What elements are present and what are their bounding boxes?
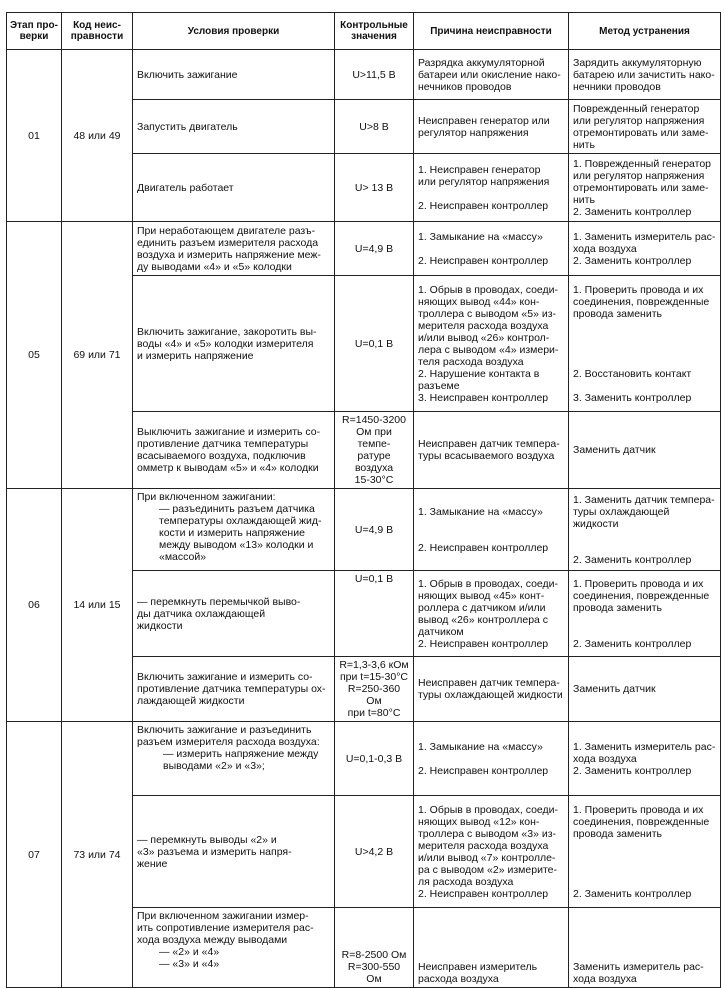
stage-cell: 06: [7, 489, 62, 722]
method-cell: Поврежденный генератор или регулятор напряжения отремонтировать или заме- нить: [569, 100, 721, 154]
cause-cell: 1. Неисправен генератор или регулятор напряжения 2. Неисправен контроллер: [414, 154, 569, 222]
condition-cell: При неработающем двигателе разъ- единить разъем измерителя расхода воздуха и измерить напряжение меж- ду выводами «4» и «5» колодки: [133, 222, 335, 276]
condition-cell: Выключить зажигание и измерить со- противление датчика температуры всасываемого воздуха, подключив омметр к выводам «5» и «4» колодки: [133, 412, 335, 489]
code-cell: 73 или 74: [62, 722, 133, 988]
method-cell: Заменить измеритель рас- хода воздуха: [569, 908, 721, 988]
cause-cell: 1. Обрыв в проводах, соеди- няющих вывод «45» конт- роллера с датчиком и/или вывод «26» контроллера с датчиком 2. Неисправен контроллер: [414, 571, 569, 657]
condition-subitem: — измерить напряжение между выводами «2» и «3»;: [163, 748, 319, 772]
value-cell: U=0,1 В: [335, 276, 414, 412]
condition-cell: [133, 908, 335, 988]
cause-cell: 1. Обрыв в проводах, соеди- няющих вывод «44» кон- троллера с выводом «5» из- мерителя расхода воздуха и/или вывод «26» контрол- лера с выводом «4» измери- теля расхода воздуха 2. Нарушение контакта в разъеме 3. Неисправен контроллер: [414, 276, 569, 412]
value-line: R=8-2500 Ом: [341, 949, 407, 961]
stage-cell: 07: [7, 722, 62, 988]
method-cell: 1. Заменить измеритель рас- хода воздуха 2. Заменить контроллер: [569, 222, 721, 276]
header-stage: Этап про- верки: [7, 13, 62, 50]
value-cell: U=4,9 В: [335, 489, 414, 571]
value-cell: U=4,9 В: [335, 222, 414, 276]
code-cell: 48 или 49: [62, 50, 133, 222]
value-line: R=300-550 Ом: [347, 961, 401, 985]
condition-cell: [133, 722, 335, 796]
condition-subitem: — «2» и «4»: [159, 946, 220, 958]
cause-cell: 1. Обрыв в проводах, соеди- няющих вывод «12» кон- троллера с выводом «3» из- мерителя расхода воздуха и/или вывод «7» контролле- ра с выводом «2» измерите- ля расхода воздуха 2. Неисправен контроллер: [414, 796, 569, 908]
code-cell: 69 или 71: [62, 222, 133, 489]
diagnostic-table-page: [6, 12, 720, 985]
method-cell: 1. Проверить провода и их соединения, поврежденные провода заменить 2. Восстановить контакт 3. Заменить контроллер: [569, 276, 721, 412]
condition-intro: Включить зажигание и разъединить разъем измерителя расхода воздуха:: [137, 724, 320, 748]
stage-cell: 05: [7, 222, 62, 489]
condition-cell: Двигатель работает: [133, 154, 335, 222]
method-cell: Заменить датчик: [569, 412, 721, 489]
cause-cell: 1. Замыкание на «массу» 2. Неисправен контроллер: [414, 722, 569, 796]
condition-cell: Включить зажигание, закоротить вы- воды «4» и «5» колодки измерителя и измерить напряжение: [133, 276, 335, 412]
condition-cell: Включить зажигание: [133, 50, 335, 100]
cause-cell: Неисправен датчик темпера- туры всасываемого воздуха: [414, 412, 569, 489]
code-cell: 14 или 15: [62, 489, 133, 722]
method-cell: Зарядить аккумуляторную батарею или зачистить нако- нечники проводов: [569, 50, 721, 100]
value-cell: [335, 908, 414, 988]
diagnostic-table: [6, 12, 721, 988]
table-row: [7, 722, 721, 796]
condition-cell: — перемкнуть перемычкой выво- ды датчика охлаждающей жидкости: [133, 571, 335, 657]
value-cell: R=1,3-3,6 кОм при t=15-30°С R=250-360 Ом при t=80°С: [335, 657, 414, 722]
table-row: [7, 222, 721, 276]
cause-cell: Неисправен датчик темпера- туры охлаждающей жидкости: [414, 657, 569, 722]
cause-cell: Неисправен генератор или регулятор напряжения: [414, 100, 569, 154]
cause-cell: Неисправен измеритель расхода воздуха: [414, 908, 569, 988]
method-cell: 1. Заменить датчик темпера- туры охлаждающей жидкости 2. Заменить контроллер: [569, 489, 721, 571]
value-cell: U>11,5 В: [335, 50, 414, 100]
method-cell: 1. Заменить измеритель рас- хода воздуха 2. Заменить контроллер: [569, 722, 721, 796]
method-cell: 1. Проверить провода и их соединения, поврежденные провода заменить 2. Заменить контроллер: [569, 571, 721, 657]
condition-intro: При включенном зажигании:: [137, 491, 276, 503]
table-row: [7, 489, 721, 571]
cause-cell: 1. Замыкание на «массу» 2. Неисправен контроллер: [414, 489, 569, 571]
condition-subitem: — «3» и «4»: [159, 958, 220, 970]
header-code: Код неис- правности: [62, 13, 133, 50]
method-cell: 1. Поврежденный генератор или регулятор напряжения отремонтировать или заме- нить 2. Заменить контроллер: [569, 154, 721, 222]
condition-cell: — перемкнуть выводы «2» и «3» разъема и измерить напря- жение: [133, 796, 335, 908]
header-conditions: Условия проверки: [133, 13, 335, 50]
stage-cell: 01: [7, 50, 62, 222]
header-cause: Причина неисправности: [414, 13, 569, 50]
method-cell: Заменить датчик: [569, 657, 721, 722]
value-cell: U>4,2 В: [335, 796, 414, 908]
condition-subitem: — разъединить разъем датчика температуры охлаждающей жид- кости и измерить напряжение между выводом «13» колодки и «массой»: [159, 503, 322, 563]
condition-intro: При включенном зажигании измер- ить сопротивление измерителя рас- хода воздуха между выводами: [137, 910, 314, 946]
value-cell: R=1450-3200 Ом при темпе- ратуре воздуха 15-30°С: [335, 412, 414, 489]
header-control: Контрольные значения: [335, 13, 414, 50]
method-cell: 1. Проверить провода и их соединения, поврежденные провода заменить 2. Заменить контроллер: [569, 796, 721, 908]
value-cell: U>8 В: [335, 100, 414, 154]
value-cell: U=0,1 В: [335, 571, 414, 657]
condition-cell: [133, 489, 335, 571]
value-cell: U> 13 В: [335, 154, 414, 222]
table-row: [7, 50, 721, 100]
value-cell: U=0,1-0,3 В: [335, 722, 414, 796]
header-method: Метод устранения: [569, 13, 721, 50]
cause-cell: Разрядка аккумуляторной батареи или окисление нако- нечников проводов: [414, 50, 569, 100]
condition-cell: Включить зажигание и измерить со- противление датчика температуры ох- лаждающей жидкости: [133, 657, 335, 722]
header-row: [7, 13, 721, 50]
cause-cell: 1. Замыкание на «массу» 2. Неисправен контроллер: [414, 222, 569, 276]
condition-cell: Запустить двигатель: [133, 100, 335, 154]
